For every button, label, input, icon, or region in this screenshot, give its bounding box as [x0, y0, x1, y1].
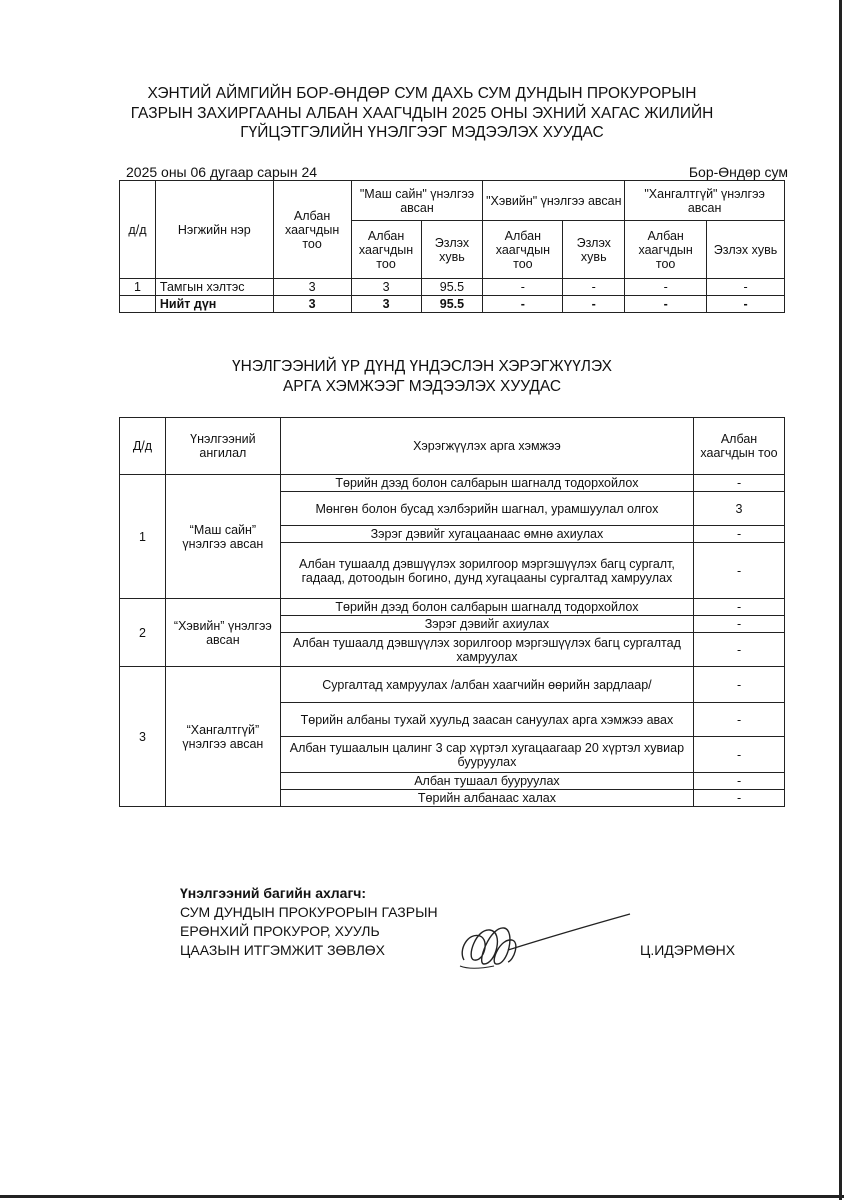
- cell-count: -: [694, 475, 785, 492]
- cell-category: “Маш сайн” үнэлгээ авсан: [165, 475, 280, 599]
- cell-measure: Албан тушаалд дэвшүүлэх зорилгоор мэргэшүүлэх багц сургалтад хамруулах: [280, 633, 693, 667]
- table-row: [120, 475, 785, 492]
- cell-count: -: [694, 790, 785, 807]
- cell-excellent-pct: 95.5: [421, 296, 483, 313]
- header-pct: Эзлэх хувь: [563, 221, 625, 279]
- header-no: Д/д: [120, 418, 166, 475]
- title-line: ГАЗРЫН ЗАХИРГААНЫ АЛБАН ХААГЧДЫН 2025 ОНЫ ЭХНИЙ ХАГАС ЖИЛИЙН: [130, 104, 714, 122]
- signer-name: Ц.ИДЭРМӨНХ: [640, 942, 736, 958]
- signature-line: ЕРӨНХИЙ ПРОКУРОР, ХУУЛЬ: [180, 923, 380, 939]
- cell-excellent-count: 3: [351, 296, 421, 313]
- cell-no: 1: [120, 475, 166, 599]
- cell-measure: Албан тушаалын цалинг 3 сар хүртэл хугацаагаар 20 хүртэл хувиар бууруулах: [280, 737, 693, 773]
- cell-measure: Мөнгөн болон бусад хэлбэрийн шагнал, урамшуулал олгох: [280, 492, 693, 526]
- cell-unit: Тамгын хэлтэс: [155, 279, 273, 296]
- header-pct: Эзлэх хувь: [707, 221, 785, 279]
- cell-total-label: Нийт дүн: [155, 296, 273, 313]
- table-row: [120, 667, 785, 703]
- cell-no: 1: [120, 279, 156, 296]
- cell-total: 3: [273, 279, 351, 296]
- cell-total: 3: [273, 296, 351, 313]
- cell-measure: Зэрэг дэвийг хугацаанаас өмнө ахиулах: [280, 526, 693, 543]
- header-category: Үнэлгээний ангилал: [165, 418, 280, 475]
- cell-count: -: [694, 737, 785, 773]
- cell-measure: Сургалтад хамруулах /албан хаагчийн өөрийн зардлаар/: [280, 667, 693, 703]
- signature-line: СУМ ДУНДЫН ПРОКУРОРЫН ГАЗРЫН: [180, 904, 438, 920]
- cell-poor-pct: -: [707, 296, 785, 313]
- table-row: [120, 279, 785, 296]
- title-line: ХЭНТИЙ АЙМГИЙН БОР-ӨНДӨР СУМ ДАХЬ СУМ ДУНДЫН ПРОКУРОРЫН: [147, 85, 697, 102]
- cell-poor-count: -: [625, 296, 707, 313]
- header-count: Албан хаагчдын тоо: [694, 418, 785, 475]
- cell-measure: Зэрэг дэвийг ахиулах: [280, 616, 693, 633]
- cell-normal-count: -: [483, 296, 563, 313]
- handwritten-signature: [450, 910, 640, 980]
- scan-edge-bottom: [0, 1195, 844, 1198]
- header-pct: Эзлэх хувь: [421, 221, 483, 279]
- header-count: Албан хаагчдын тоо: [625, 221, 707, 279]
- cell-normal-pct: -: [563, 296, 625, 313]
- cell-count: -: [694, 667, 785, 703]
- cell-count: -: [694, 616, 785, 633]
- cell-count: -: [694, 543, 785, 599]
- measures-table: [119, 417, 785, 807]
- header-measure: Хэрэгжүүлэх арга хэмжээ: [280, 418, 693, 475]
- header-count: Албан хаагчдын тоо: [351, 221, 421, 279]
- header-unit: Нэгжийн нэр: [155, 181, 273, 279]
- signature-heading: Үнэлгээний багийн ахлагч:: [180, 885, 367, 901]
- document-title: [110, 84, 734, 143]
- cell-count: -: [694, 633, 785, 667]
- cell-measure: Албан тушаал бууруулах: [280, 773, 693, 790]
- header-total: Албан хаагчдын тоо: [273, 181, 351, 279]
- cell-excellent-count: 3: [351, 279, 421, 296]
- cell-normal-count: -: [483, 279, 563, 296]
- section-title-line: АРГА ХЭМЖЭЭГ МЭДЭЭЛЭХ ХУУДАС: [282, 377, 562, 395]
- header-poor: "Хангалтгүй" үнэлгээ авсан: [625, 181, 785, 221]
- header-normal: "Хэвийн" үнэлгээ авсан: [483, 181, 625, 221]
- cell-count: -: [694, 526, 785, 543]
- cell-no: 3: [120, 667, 166, 807]
- cell-measure: Албан тушаалд дэвшүүлэх зорилгоор мэргэшүүлэх багц сургалт, гадаад, дотоодын богино, дунд хугацааны сургалтад хамруулах: [280, 543, 693, 599]
- cell-poor-count: -: [625, 279, 707, 296]
- title-line: ГҮЙЦЭТГЭЛИЙН ҮНЭЛГЭЭГ МЭДЭЭЛЭХ ХУУДАС: [240, 124, 604, 141]
- header-excellent: "Маш сайн" үнэлгээ авсан: [351, 181, 483, 221]
- scan-edge-right: [839, 0, 842, 1200]
- cell-measure: Төрийн албаны тухай хуульд заасан сануулах арга хэмжээ авах: [280, 703, 693, 737]
- evaluation-summary-table: [119, 180, 785, 313]
- cell-count: 3: [694, 492, 785, 526]
- cell-count: -: [694, 599, 785, 616]
- cell-poor-pct: -: [707, 279, 785, 296]
- cell-measure: Төрийн дээд болон салбарын шагналд тодорхойлох: [280, 475, 693, 492]
- section-title-line: ҮНЭЛГЭЭНИЙ ҮР ДҮНД ҮНДЭСЛЭН ХЭРЭГЖҮҮЛЭХ: [232, 358, 612, 375]
- cell-measure: Төрийн албанаас халах: [280, 790, 693, 807]
- table-row: [120, 599, 785, 616]
- signature-line: ЦААЗЫН ИТГЭМЖИТ ЗӨВЛӨХ: [180, 942, 386, 958]
- document-date: 2025 оны 06 дугаар сарын 24: [126, 164, 318, 180]
- cell-no: [120, 296, 156, 313]
- cell-excellent-pct: 95.5: [421, 279, 483, 296]
- cell-category: “Хангалтгүй” үнэлгээ авсан: [165, 667, 280, 807]
- header-count: Албан хаагчдын тоо: [483, 221, 563, 279]
- document-place: Бор-Өндөр сум: [688, 164, 788, 180]
- section-title: [110, 357, 734, 396]
- cell-category: “Хэвийн” үнэлгээ авсан: [165, 599, 280, 667]
- total-row: [120, 296, 785, 313]
- cell-no: 2: [120, 599, 166, 667]
- signature-block: [180, 884, 438, 960]
- cell-count: -: [694, 773, 785, 790]
- cell-normal-pct: -: [563, 279, 625, 296]
- cell-measure: Төрийн дээд болон салбарын шагналд тодорхойлох: [280, 599, 693, 616]
- cell-count: -: [694, 703, 785, 737]
- header-no: д/д: [120, 181, 156, 279]
